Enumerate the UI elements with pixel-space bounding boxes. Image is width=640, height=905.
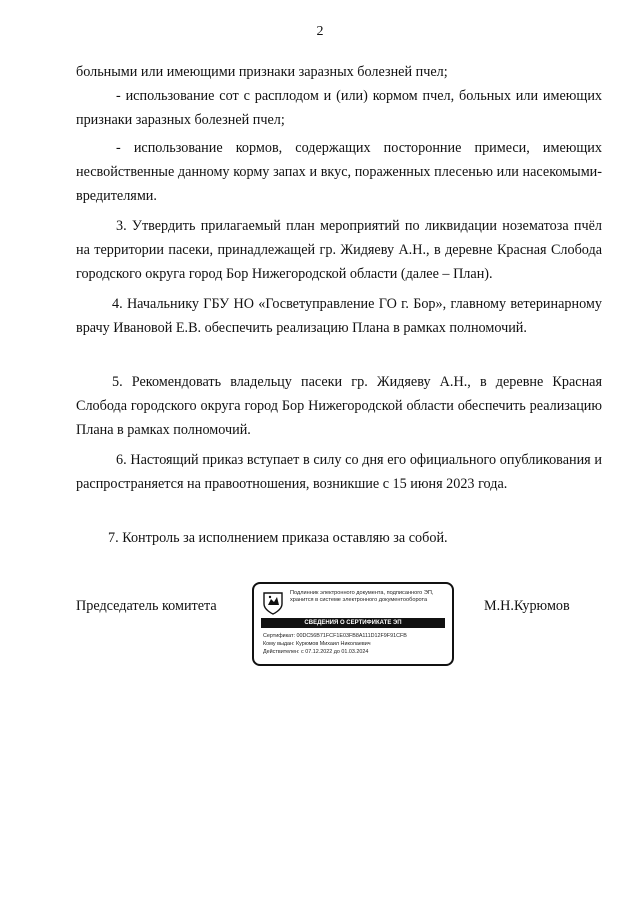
stamp-owner-line: Кому выдан: Курюмов Михаил Николаевич — [263, 641, 371, 647]
paragraph-item-7: 7. Контроль за исполнением приказа оставляю за собой. — [108, 530, 448, 546]
signatory-name: М.Н.Курюмов — [484, 598, 570, 614]
paragraph-item-3: 3. Утвердить прилагаемый план мероприятий по ликвидации нозематоза пчёл на территории пасеки, принадлежащей гр. Жидяеву А.Н., в деревне Красная Слобода городского округа город Бор Нижегородской области (далее – План). — [76, 218, 602, 282]
coat-of-arms-icon — [262, 591, 284, 615]
paragraph-bullet-combs: - использование сот с расплодом и (или) кормом пчел, больных или имеющих признаки заразных болезней пчел; — [76, 88, 602, 128]
page-number: 2 — [316, 24, 324, 39]
stamp-validity-line: Действителен: с 07.12.2022 до 01.03.2024 — [263, 649, 369, 655]
stamp-header: Подлинник электронного документа, подписанного ЭП, хранится в системе электронного документооборота — [290, 590, 434, 603]
electronic-signature-stamp — [252, 582, 454, 666]
stamp-details — [263, 632, 448, 656]
paragraph-continuation: больными или имеющими признаки заразных болезней пчел; — [76, 64, 448, 80]
signatory-position: Председатель комитета — [76, 598, 217, 614]
paragraph-item-6: 6. Настоящий приказ вступает в силу со дня его официального опубликования и распространяется на правоотношения, возникшие с 15 июня 2023 года. — [76, 452, 602, 492]
stamp-title: СВЕДЕНИЯ О СЕРТИФИКАТЕ ЭП — [261, 618, 445, 628]
paragraph-bullet-feeds: - использование кормов, содержащих посторонние примеси, имеющих несвойственные данному корму запах и вкус, пораженных плесенью или насекомыми-вредителями. — [76, 140, 602, 204]
paragraph-item-4: 4. Начальнику ГБУ НО «Госветуправление ГО г. Бор», главному ветеринарному врачу Ивановой Е.В. обеспечить реализацию Плана в рамках полномочий. — [76, 296, 602, 336]
stamp-certificate-line: Сертификат: 00DC56B71FCF1E03FB8A111D12F9F91CFB — [263, 633, 407, 639]
paragraph-item-5: 5. Рекомендовать владельцу пасеки гр. Жидяеву А.Н., в деревне Красная Слобода городского округа город Бор Нижегородской области обеспечить реализацию Плана в рамках полномочий. — [76, 374, 602, 438]
